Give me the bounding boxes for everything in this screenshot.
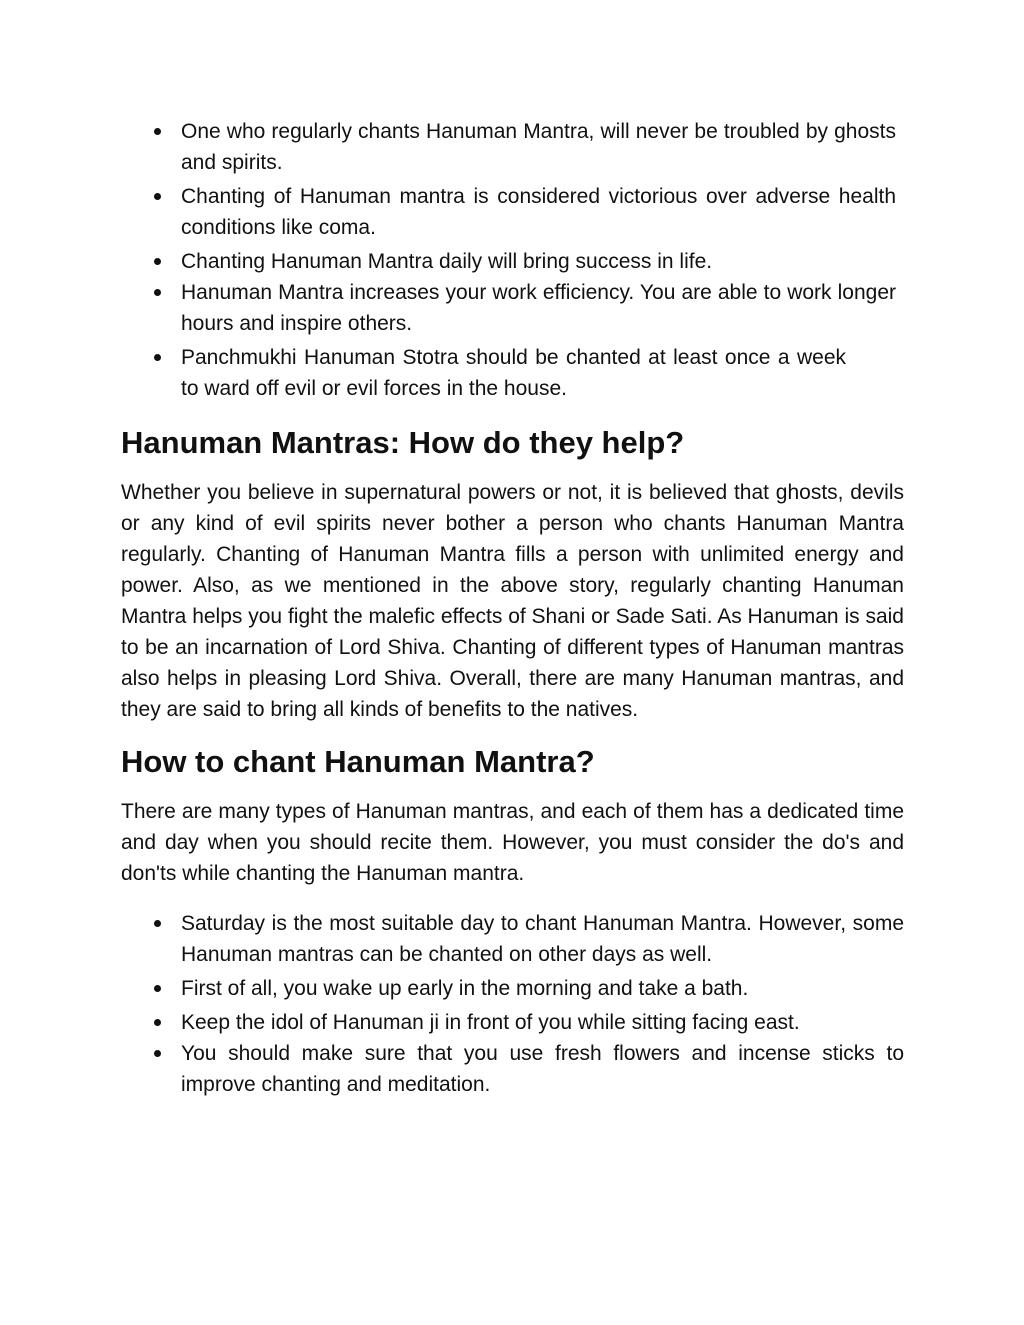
intro-bullet-list <box>121 116 896 404</box>
page-content <box>121 116 904 1100</box>
list-item-text: Chanting of Hanuman mantra is considered victorious over adverse health conditions like coma. <box>181 185 896 239</box>
bullet-icon <box>154 354 161 361</box>
bullet-icon <box>154 920 161 927</box>
list-item <box>121 908 904 970</box>
list-item <box>121 116 896 178</box>
list-item-text: One who regularly chants Hanuman Mantra, will never be troubled by ghosts and spirits. <box>181 120 896 174</box>
section-paragraph-help: Whether you believe in supernatural powers or not, it is believed that ghosts, devils or any kind of evil spirits never bother a person who chants Hanuman Mantra regularly. Chanting of Hanuman Mantra fills a person with unlimited energy and power. Also, as we mentioned in the above story, regularly chanting Hanuman Mantra helps you fight the malefic effects of Shani or Sade Sati. As Hanuman is said to be an incarnation of Lord Shiva. Chanting of different types of Hanuman mantras also helps in pleasing Lord Shiva. Overall, there are many Hanuman mantras, and they are said to bring all kinds of benefits to the natives. <box>121 481 904 721</box>
list-item <box>121 277 896 339</box>
bullet-icon <box>154 1050 161 1057</box>
list-item <box>121 1007 904 1038</box>
section-heading-chant: How to chant Hanuman Mantra? <box>121 744 595 779</box>
list-item <box>121 973 904 1004</box>
bullet-icon <box>154 985 161 992</box>
list-item-text: Saturday is the most suitable day to chant Hanuman Mantra. However, some Hanuman mantras can be chanted on other days as well. <box>181 912 904 966</box>
bullet-icon <box>154 128 161 135</box>
list-item-text: Keep the idol of Hanuman ji in front of you while sitting facing east. <box>181 1011 800 1034</box>
list-item <box>121 246 896 277</box>
list-item-text: You should make sure that you use fresh flowers and incense sticks to improve chanting and meditation. <box>181 1042 904 1096</box>
bullet-icon <box>154 193 161 200</box>
section-paragraph-chant: There are many types of Hanuman mantras, and each of them has a dedicated time and day when you should recite them. However, you must consider the do's and don'ts while chanting the Hanuman mantra. <box>121 800 904 885</box>
list-item <box>121 181 896 243</box>
bullet-icon <box>154 1019 161 1026</box>
list-item-text: Chanting Hanuman Mantra daily will bring success in life. <box>181 250 713 273</box>
list-item-text: Panchmukhi Hanuman Stotra should be chanted at least once a week to ward off evil or evil forces in the house. <box>181 346 846 400</box>
section-heading-help: Hanuman Mantras: How do they help? <box>121 425 685 460</box>
bullet-icon <box>154 289 161 296</box>
list-item <box>121 342 896 404</box>
bullet-icon <box>154 258 161 265</box>
list-item-text: First of all, you wake up early in the morning and take a bath. <box>181 977 749 1000</box>
list-item-text: Hanuman Mantra increases your work efficiency. You are able to work longer hours and inspire others. <box>181 281 896 335</box>
chant-bullet-list <box>121 908 904 1100</box>
list-item <box>121 1038 904 1100</box>
